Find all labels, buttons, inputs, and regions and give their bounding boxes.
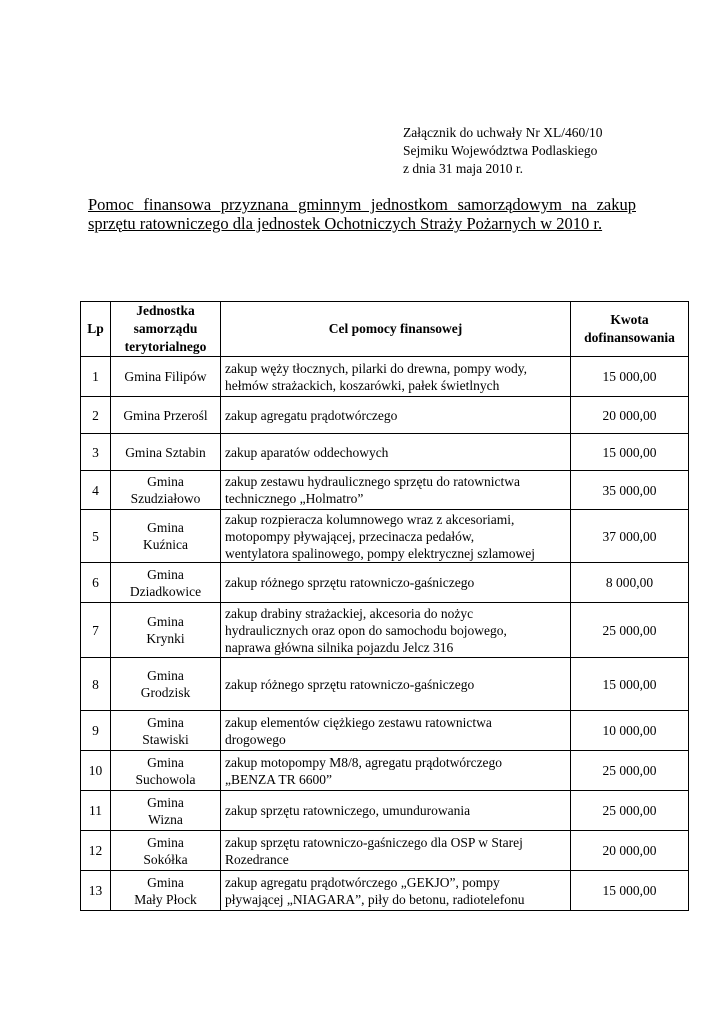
cell-unit [111, 471, 221, 510]
cell-unit-line: Szudziałowo [130, 491, 201, 506]
cell-unit-line: Suchowola [135, 771, 196, 787]
cell-unit-line: Wizna [148, 811, 183, 827]
cell-goal [221, 711, 571, 751]
cell-goal [221, 563, 571, 603]
cell-goal-line: zakup agregatu prądotwórczego [225, 407, 398, 423]
title-line-1: Pomoc finansowa przyznana gminnym jednostkom samorządowym na zakup [88, 195, 636, 214]
cell-unit-line: Dziadkowice [129, 583, 202, 599]
table-row [81, 711, 689, 751]
cell-goal-line: zakup aparatów oddechowych [225, 444, 389, 460]
cell-unit [111, 397, 221, 434]
cell-unit [111, 434, 221, 471]
cell-goal-line: motopompy pływającej, przecinacza pedałów, [225, 528, 475, 544]
cell-goal [221, 751, 571, 791]
table-row [81, 510, 689, 563]
header-amount-line: Kwota [610, 312, 649, 327]
cell-unit-line: Gmina [147, 566, 184, 582]
cell-unit-line: Gmina [147, 714, 184, 730]
cell-unit-line: Krynki [146, 631, 185, 646]
annex-line-3: z dnia 31 maja 2010 r. [403, 161, 523, 176]
cell-goal [221, 510, 571, 563]
cell-unit-line: Gmina [147, 614, 184, 629]
header-unit-line: samorządu [133, 321, 198, 336]
table-row [81, 791, 689, 831]
header-lp: Lp [81, 302, 111, 357]
cell-amount: 10 000,00 [571, 711, 689, 751]
table-row [81, 658, 689, 711]
cell-goal [221, 871, 571, 911]
cell-amount: 35 000,00 [571, 471, 689, 510]
cell-unit-line: Sokółka [143, 851, 188, 867]
cell-goal-line: drogowego [225, 731, 286, 747]
cell-goal-line: zakup agregatu prądotwórczego „GEKJO”, pompy [225, 874, 500, 890]
cell-unit-line: Mały Płock [134, 891, 197, 907]
cell-lp: 4 [81, 471, 111, 510]
cell-unit [111, 711, 221, 751]
cell-lp: 12 [81, 831, 111, 871]
cell-lp: 9 [81, 711, 111, 751]
cell-goal [221, 831, 571, 871]
cell-lp: 3 [81, 434, 111, 471]
cell-unit-line: Gmina [147, 520, 184, 535]
cell-unit-line: Grodzisk [140, 685, 191, 700]
cell-unit-line: Kuźnica [143, 537, 188, 552]
cell-goal-line: hełmów strażackich, koszarówki, pałek świetlnych [225, 377, 500, 393]
cell-unit [111, 871, 221, 911]
cell-goal [221, 357, 571, 397]
cell-amount: 15 000,00 [571, 658, 689, 711]
cell-goal-line: hydraulicznych oraz opon do samochodu bojowego, [225, 622, 507, 638]
header-amount-line: dofinansowania [584, 330, 675, 345]
cell-amount: 25 000,00 [571, 603, 689, 658]
cell-unit-line: Gmina Przerośl [123, 407, 208, 423]
cell-unit-line: Gmina [147, 834, 184, 850]
cell-lp: 7 [81, 603, 111, 658]
funding-table [80, 301, 689, 911]
table-row [81, 397, 689, 434]
header-goal: Cel pomocy finansowej [221, 302, 571, 357]
table-row [81, 751, 689, 791]
cell-unit-line: Gmina [147, 474, 184, 489]
cell-goal-line: wentylatora spalinowego, pompy elektrycznej szlamowej [225, 545, 536, 561]
cell-unit-line: Gmina [147, 668, 184, 683]
cell-unit [111, 831, 221, 871]
cell-goal-line: zakup sprzętu ratowniczego, umundurowania [225, 803, 471, 818]
header-unit [111, 302, 221, 357]
table-row [81, 471, 689, 510]
cell-goal-line: zakup elementów ciężkiego zestawu ratownictwa [225, 714, 492, 730]
table-row [81, 603, 689, 658]
cell-lp: 1 [81, 357, 111, 397]
annex-header [403, 124, 602, 178]
cell-unit [111, 751, 221, 791]
cell-goal-line: pływającej „NIAGARA”, piły do betonu, radiotelefonu [225, 891, 525, 907]
table-row [81, 563, 689, 603]
table-body [81, 357, 689, 911]
cell-unit [111, 357, 221, 397]
cell-goal-line: zakup różnego sprzętu ratowniczo-gaśniczego [225, 676, 475, 692]
document-title [88, 195, 636, 233]
table-header-row [81, 302, 689, 357]
cell-goal-line: „BENZA TR 6600” [225, 771, 332, 787]
cell-goal [221, 791, 571, 831]
cell-unit [111, 603, 221, 658]
cell-goal-line: zakup węży tłocznych, pilarki do drewna, pompy wody, [225, 360, 528, 376]
cell-unit-line: Stawiski [142, 731, 189, 747]
cell-lp: 5 [81, 510, 111, 563]
cell-goal [221, 434, 571, 471]
table-row [81, 871, 689, 911]
annex-line-2: Sejmiku Województwa Podlaskiego [403, 143, 598, 158]
cell-unit-line: Gmina Filipów [124, 369, 207, 384]
cell-amount: 20 000,00 [571, 397, 689, 434]
header-unit-line: Jednostka [136, 303, 195, 318]
cell-unit-line: Gmina Sztabin [125, 444, 206, 460]
cell-amount: 15 000,00 [571, 357, 689, 397]
cell-goal-line: zakup motopompy M8/8, agregatu prądotwórczego [225, 754, 503, 770]
cell-amount: 15 000,00 [571, 871, 689, 911]
cell-goal [221, 658, 571, 711]
cell-amount: 20 000,00 [571, 831, 689, 871]
cell-goal [221, 471, 571, 510]
cell-lp: 10 [81, 751, 111, 791]
cell-goal [221, 603, 571, 658]
cell-lp: 11 [81, 791, 111, 831]
cell-goal-line: zakup rozpieracza kolumnowego wraz z akcesoriami, [225, 511, 515, 527]
cell-unit-line: Gmina [147, 874, 184, 890]
header-amount [571, 302, 689, 357]
cell-unit [111, 658, 221, 711]
cell-goal-line: technicznego „Holmatro” [225, 491, 364, 506]
table-row [81, 357, 689, 397]
cell-goal-line: zakup różnego sprzętu ratowniczo-gaśniczego [225, 575, 475, 590]
table-row [81, 831, 689, 871]
cell-unit [111, 510, 221, 563]
cell-lp: 13 [81, 871, 111, 911]
annex-line-1: Załącznik do uchwały Nr XL/460/10 [403, 125, 603, 140]
cell-goal-line: zakup zestawu hydraulicznego sprzętu do ratownictwa [225, 474, 521, 489]
cell-lp: 8 [81, 658, 111, 711]
cell-lp: 6 [81, 563, 111, 603]
header-unit-line: terytorialnego [124, 339, 207, 354]
cell-unit [111, 791, 221, 831]
cell-goal-line: zakup drabiny strażackiej, akcesoria do nożyc [225, 605, 474, 621]
cell-amount: 15 000,00 [571, 434, 689, 471]
cell-unit-line: Gmina [147, 754, 184, 770]
cell-amount: 8 000,00 [571, 563, 689, 603]
cell-amount: 25 000,00 [571, 791, 689, 831]
cell-goal-line: Rozedrance [225, 851, 289, 867]
cell-goal-line: zakup sprzętu ratowniczo-gaśniczego dla OSP w Starej [225, 834, 523, 850]
cell-unit [111, 563, 221, 603]
cell-lp: 2 [81, 397, 111, 434]
cell-unit-line: Gmina [147, 794, 184, 810]
cell-amount: 37 000,00 [571, 510, 689, 563]
cell-goal-line: naprawa główna silnika pojazdu Jelcz 316 [225, 639, 454, 655]
cell-goal [221, 397, 571, 434]
title-line-2: sprzętu ratowniczego dla jednostek Ochotniczych Straży Pożarnych w 2010 r. [88, 214, 603, 233]
table-row [81, 434, 689, 471]
cell-amount: 25 000,00 [571, 751, 689, 791]
